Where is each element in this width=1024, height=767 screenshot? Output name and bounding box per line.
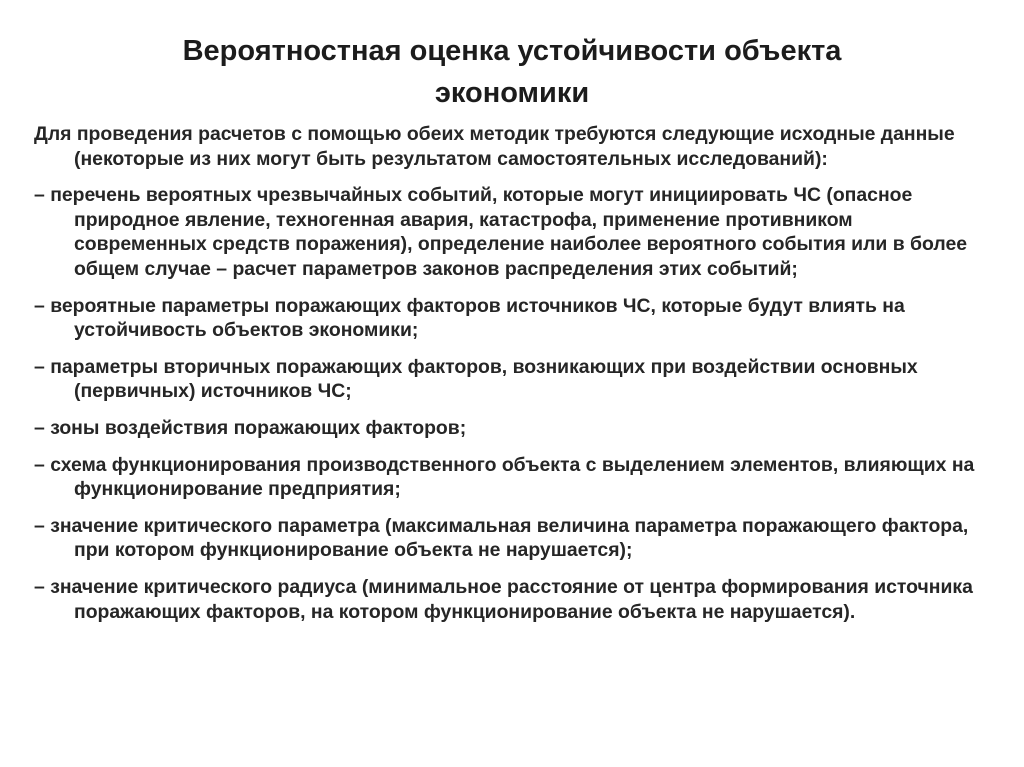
intro-paragraph: Для проведения расчетов с помощью обеих методик требуются следующие исходные данные (некоторые из них могут быть результатом самостоятельных исследований): xyxy=(34,123,955,170)
slide-body xyxy=(34,122,984,636)
list-dash: – xyxy=(34,453,45,476)
list-item xyxy=(34,294,984,343)
list-dash: – xyxy=(34,294,45,317)
list-dash: – xyxy=(34,416,45,439)
list-item xyxy=(34,183,984,281)
list-dash: – xyxy=(34,575,45,598)
list-item-text: значение критического радиуса (минимальное расстояние от центра формирования источника поражающих факторов, на котором функционирование объекта не нарушается). xyxy=(50,575,973,623)
list-item xyxy=(34,355,984,404)
list-item-text: перечень вероятных чрезвычайных событий, которые могут инициировать ЧС (опасное природное явление, техногенная авария, катастрофа, применение противником современных средств поражения), определение наиболее вероятного события или в более общем случае – расчет параметров законов распределения этих событий; xyxy=(50,184,968,280)
list-item-text: схема функционирования производственного объекта с выделением элементов, влияющих на функционирование предприятия; xyxy=(50,453,975,501)
list-item-text: значение критического параметра (максимальная величина параметра поражающего фактора, при котором функционирование объекта не нарушается); xyxy=(50,514,969,562)
list-dash: – xyxy=(34,355,45,378)
title-line-2: экономики xyxy=(434,77,590,109)
slide-title xyxy=(60,30,964,114)
list-item xyxy=(34,453,984,502)
list-item-text: вероятные параметры поражающих факторов источников ЧС, которые будут влиять на устойчивость объектов экономики; xyxy=(50,294,905,342)
list-dash: – xyxy=(34,514,45,537)
list-item xyxy=(34,514,984,563)
list-item-text: зоны воздействия поражающих факторов; xyxy=(50,416,467,439)
list-dash: – xyxy=(34,184,45,207)
list-item xyxy=(34,575,984,624)
list-item xyxy=(34,416,984,441)
list-item-text: параметры вторичных поражающих факторов, возникающих при воздействии основных (первичных) источников ЧС; xyxy=(50,355,918,403)
title-line-1: Вероятностная оценка устойчивости объекта xyxy=(182,35,842,67)
